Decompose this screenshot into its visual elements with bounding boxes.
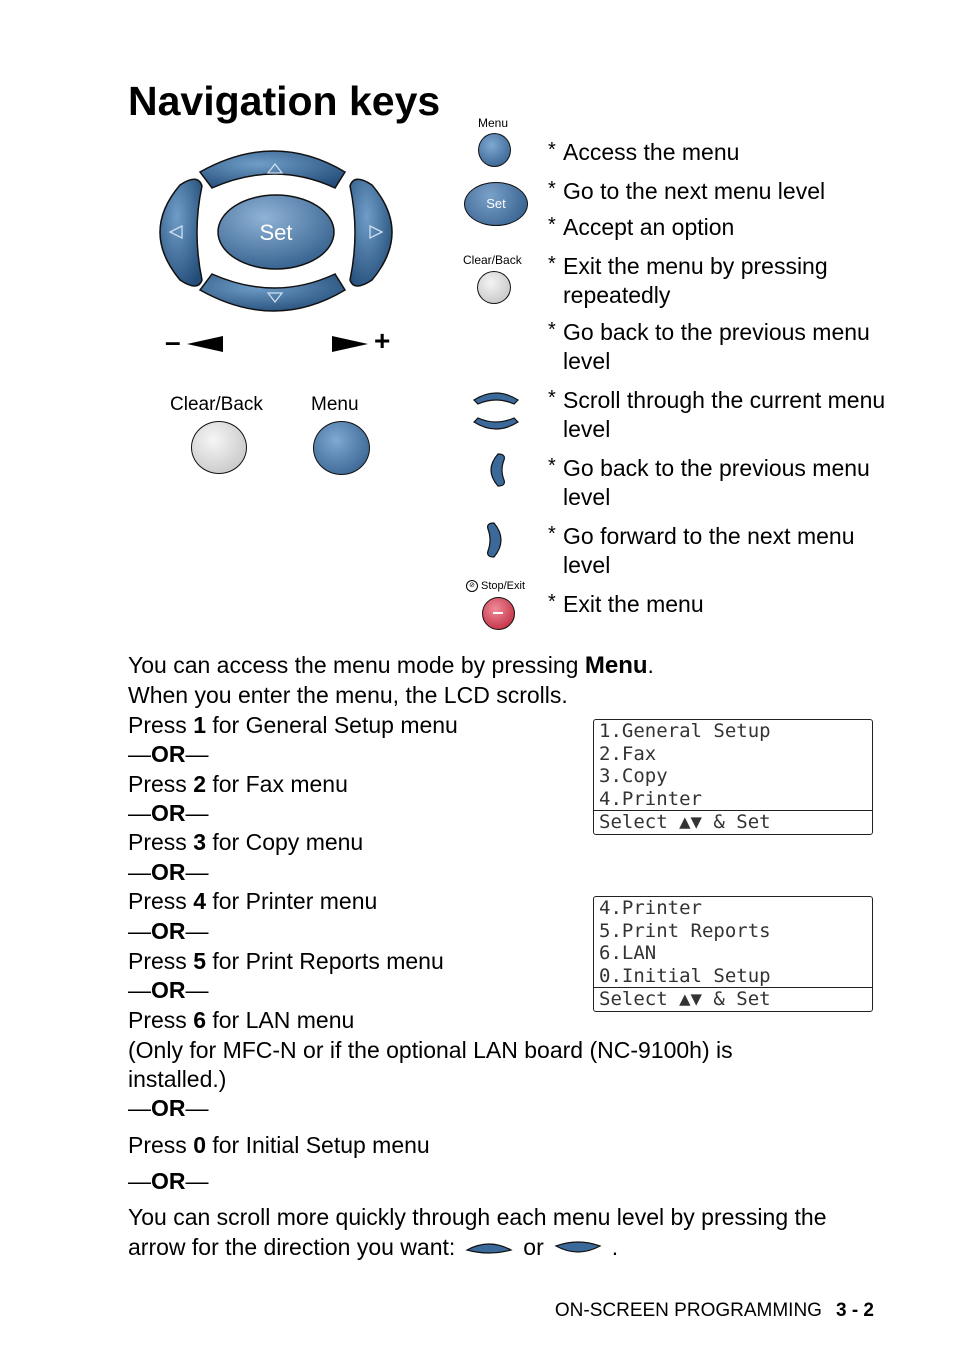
- scroll-note-line-2: arrow for the direction you want: or .: [128, 1234, 619, 1260]
- scroll-note-line-1: You can scroll more quickly through each menu level by pressing the: [128, 1204, 827, 1230]
- description-exit-repeatedly: * Exit the menu by pressing repeatedly: [548, 253, 828, 308]
- option-6: Press 6 for LAN menu: [128, 1007, 355, 1033]
- plus-label: +: [374, 325, 391, 356]
- stop-exit-key-text: Stop/Exit: [481, 580, 526, 592]
- navigation-keypad: [140, 140, 415, 340]
- set-key-icon: [464, 182, 528, 226]
- stop-exit-key-label: [466, 580, 525, 592]
- set-key-label: Set: [259, 220, 293, 245]
- description-access-menu: * Access the menu: [548, 139, 740, 165]
- option-3: Press 3 for Copy menu: [128, 829, 364, 855]
- lcd-line: 0.Initial Setup: [599, 964, 771, 987]
- option-4: Press 4 for Printer menu: [128, 888, 378, 914]
- option-1: Press 1 for General Setup menu: [128, 712, 458, 738]
- lcd-line: 1.General Setup: [599, 720, 771, 742]
- right-arrow-key[interactable]: [350, 179, 392, 286]
- up-arrow-key[interactable]: [200, 151, 345, 188]
- intro-line-1: You can access the menu mode by pressing Menu.: [128, 652, 654, 679]
- clear-back-caption: Clear/Back: [170, 394, 263, 415]
- lcd-line: 2.Fax: [599, 742, 657, 765]
- lan-note-line-1: (Only for MFC-N or if the optional LAN board (NC-9100h) is: [128, 1037, 733, 1063]
- or-separator: —OR—: [128, 741, 209, 767]
- option-2: Press 2 for Fax menu: [128, 771, 348, 797]
- description-back-previous-2: * Go back to the previous menu level: [548, 455, 870, 510]
- lcd-status-line: Select ▲▼ & Set: [594, 987, 872, 1011]
- lcd-line: 5.Print Reports: [599, 919, 771, 942]
- menu-key-icon: [478, 133, 511, 167]
- stop-icon: ⊘: [466, 580, 478, 592]
- or-separator: —OR—: [128, 1095, 209, 1121]
- lcd-line: 4.Printer: [599, 897, 702, 919]
- clear-back-key-label: Clear/Back: [463, 253, 522, 267]
- lcd-line: 3.Copy: [599, 765, 668, 787]
- menu-caption: Menu: [311, 394, 359, 415]
- page-footer: [555, 1300, 874, 1322]
- clear-back-key-icon: [477, 271, 511, 304]
- lcd-line: 6.LAN: [599, 942, 657, 964]
- lcd-status-line: Select ▲▼ & Set: [594, 810, 872, 834]
- description-forward-next: * Go forward to the next menu level: [548, 523, 855, 578]
- menu-button[interactable]: [313, 421, 370, 475]
- or-separator: —OR—: [128, 800, 209, 826]
- footer-page-number: 3 - 2: [835, 1300, 874, 1321]
- right-triangle-icon: [332, 336, 370, 352]
- left-triangle-icon: [187, 336, 225, 352]
- lan-note-line-2: installed.): [128, 1066, 227, 1092]
- option-0: Press 0 for Initial Setup menu: [128, 1132, 430, 1158]
- or-separator: —OR—: [128, 977, 209, 1003]
- lcd-line: 4.Printer: [599, 787, 702, 810]
- page-title: Navigation keys: [128, 78, 441, 124]
- option-5: Press 5 for Print Reports menu: [128, 948, 444, 974]
- or-separator: —OR—: [128, 859, 209, 885]
- lcd-display-2: [593, 896, 873, 1012]
- stop-exit-key-icon: [482, 597, 515, 630]
- footer-section: ON-SCREEN PROGRAMMING: [554, 1300, 822, 1321]
- menu-key-name: Menu: [584, 652, 648, 679]
- minus-label: –: [165, 326, 181, 357]
- stop-exit-dash: [493, 612, 503, 614]
- description-exit-menu: * Exit the menu: [548, 591, 704, 617]
- minus-indicator: [165, 326, 235, 360]
- plus-indicator: [332, 325, 402, 360]
- or-separator: —OR—: [128, 1168, 209, 1194]
- description-accept-option: * Accept an option: [548, 214, 735, 240]
- lcd-display-1: [593, 719, 873, 835]
- description-scroll-current: * Scroll through the current menu level: [548, 387, 886, 442]
- up-down-keys-icon: [470, 388, 522, 434]
- left-key-icon: [484, 452, 508, 488]
- description-back-previous: * Go back to the previous menu level: [548, 319, 870, 374]
- description-next-level: * Go to the next menu level: [548, 178, 826, 204]
- clear-back-button[interactable]: [191, 421, 247, 474]
- down-key-inline-icon: [554, 1240, 602, 1256]
- set-key-icon-label: Set: [486, 196, 506, 211]
- up-key-inline-icon: [465, 1240, 513, 1256]
- menu-key-label: Menu: [478, 116, 509, 130]
- left-arrow-key[interactable]: [160, 179, 202, 286]
- or-separator: —OR—: [128, 918, 209, 944]
- intro-line-2: When you enter the menu, the LCD scrolls.: [128, 682, 568, 708]
- right-key-icon: [484, 521, 508, 559]
